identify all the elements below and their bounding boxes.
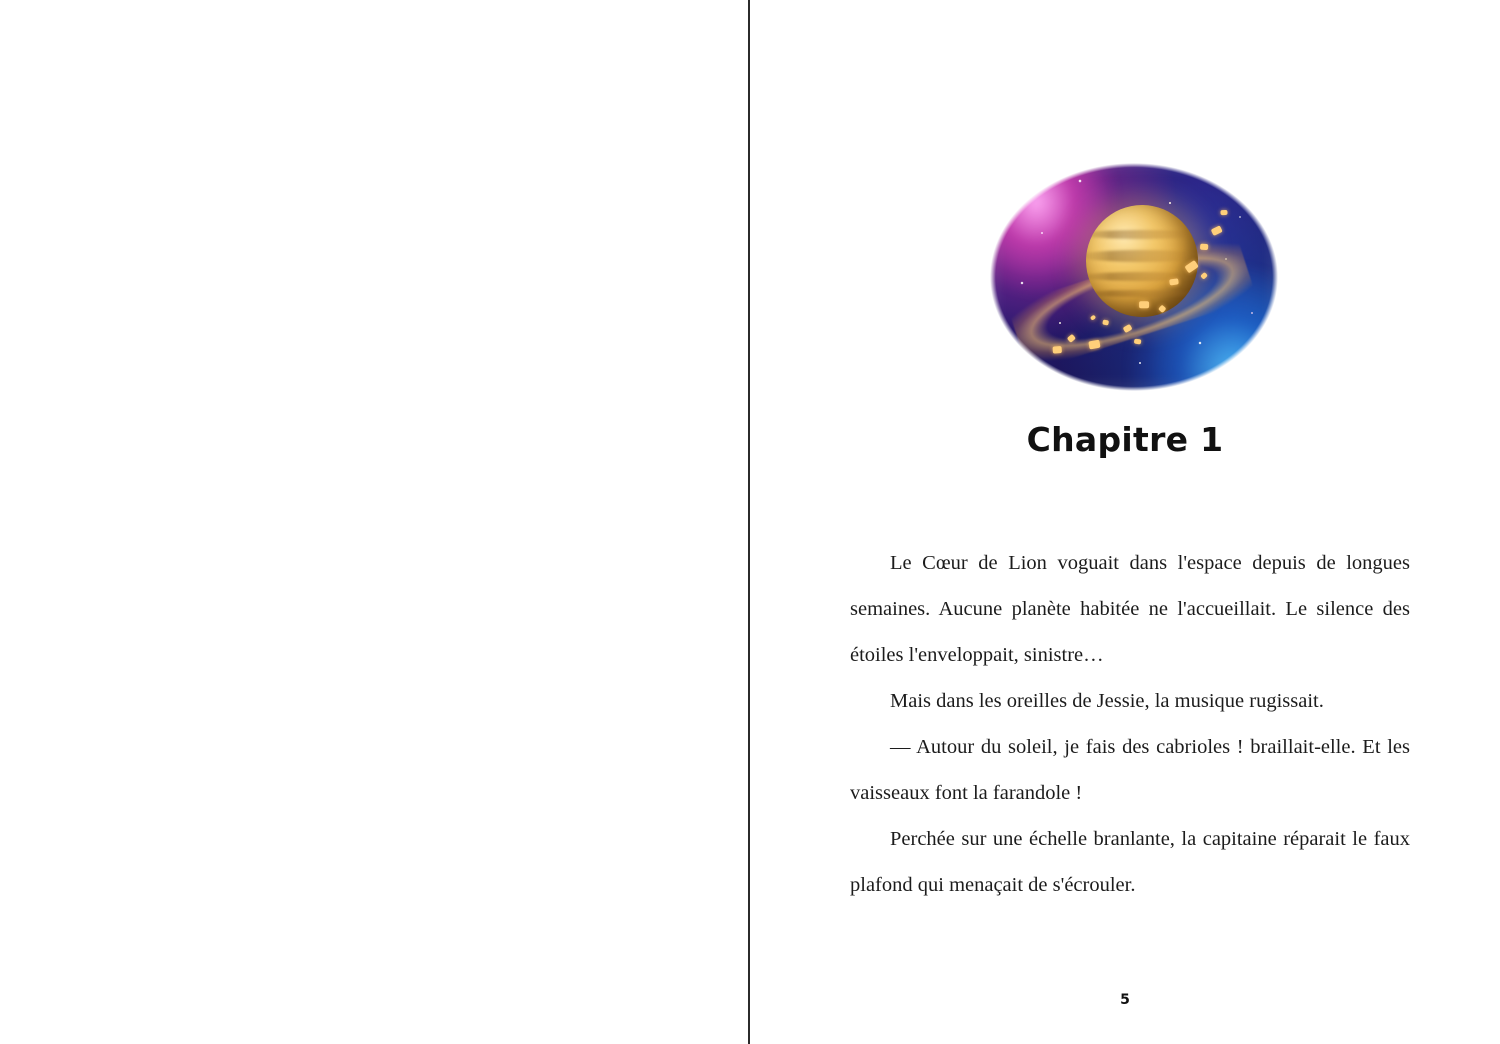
paragraph: Perchée sur une échelle branlante, la capitaine réparait le faux plafond qui menaçait de s'écrouler. (850, 828, 1410, 896)
paragraph: Mais dans les oreilles de Jessie, la musique rugissait. (890, 690, 1324, 712)
paragraph: Le Cœur de Lion voguait dans l'espace depuis de longues semaines. Aucune planète habitée ne l'accueillait. Le silence des étoiles l'enveloppait, sinistre… (850, 552, 1410, 666)
chapter-body-text (850, 540, 1410, 908)
page-number: 5 (1120, 992, 1130, 1008)
debris-field (990, 163, 1278, 391)
chapter-title: Chapitre 1 (1026, 420, 1224, 459)
page-right (750, 0, 1500, 1044)
paragraph: — Autour du soleil, je fais des cabrioles ! braillait-elle. Et les vaisseaux font la farandole ! (850, 736, 1410, 804)
chapter-illustration (990, 163, 1278, 391)
space-planet-illustration (990, 163, 1278, 391)
